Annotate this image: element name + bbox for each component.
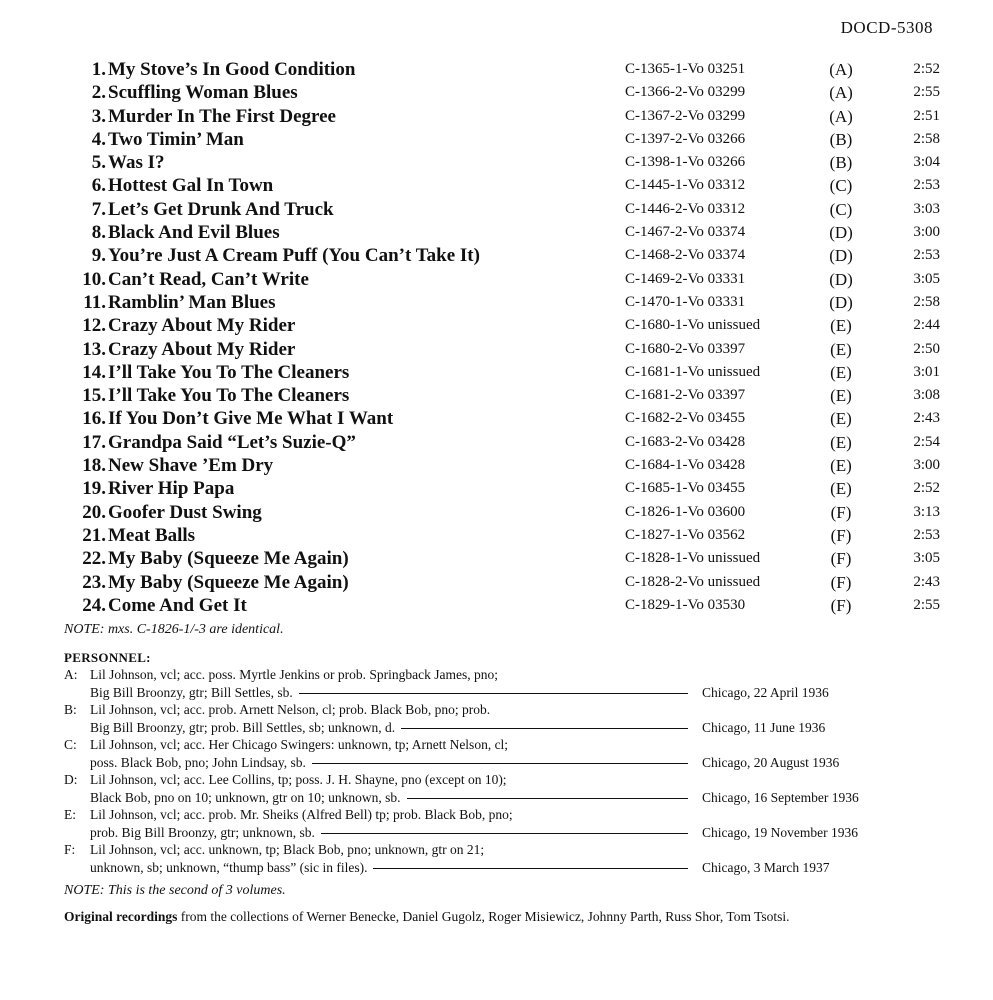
matrix-number: C-1367-2-Vo 03299	[625, 107, 746, 124]
track-title: Two Timin’ Man	[108, 128, 244, 150]
session-letter: (C)	[829, 199, 853, 219]
personnel-heading: PERSONNEL:	[64, 650, 151, 665]
session-letter: (D)	[829, 269, 853, 289]
matrix-number: C-1680-2-Vo 03397	[625, 340, 746, 357]
matrix-number: C-1681-1-Vo unissued	[625, 363, 761, 380]
track-row	[70, 268, 940, 291]
original-recordings-lead: Original recordings	[64, 909, 178, 924]
track-title: Let’s Get Drunk And Truck	[108, 198, 334, 220]
track-row	[70, 221, 940, 244]
session-label: B:	[64, 702, 77, 717]
matrix-number: C-1683-2-Vo 03428	[625, 433, 746, 450]
track-number: 14.	[82, 361, 106, 383]
track-duration: 2:53	[913, 526, 940, 543]
track-number: 18.	[82, 455, 106, 477]
personnel-line: Lil Johnson, vcl; acc. prob. Arnett Nelson, cl; prob. Black Bob, pno; prob.	[90, 702, 491, 717]
session-letter: (E)	[830, 316, 852, 336]
track-number: 7.	[91, 198, 106, 220]
personnel-entry	[64, 806, 944, 841]
track-duration: 3:08	[913, 387, 940, 404]
track-title: My Stove’s In Good Condition	[108, 59, 356, 80]
track-duration: 2:53	[913, 177, 940, 194]
track-duration: 3:00	[913, 224, 940, 241]
track-row	[70, 571, 940, 594]
track-title: Come And Get It	[108, 594, 247, 616]
track-number: 20.	[82, 501, 106, 523]
track-row	[70, 431, 940, 454]
session-label: E:	[64, 807, 76, 822]
track-row	[70, 501, 940, 524]
track-number: 12.	[82, 315, 106, 337]
session-letter: (E)	[830, 362, 852, 382]
session-letter: (A)	[829, 106, 853, 126]
track-row	[70, 198, 940, 221]
personnel-line: Lil Johnson, vcl; acc. prob. Mr. Sheiks (Alfred Bell) tp; prob. Black Bob, pno;	[90, 807, 513, 822]
track-title: You’re Just A Cream Puff (You Can’t Take It)	[108, 245, 480, 267]
track-row	[70, 454, 940, 477]
matrix-number: C-1467-2-Vo 03374	[625, 224, 746, 241]
personnel-line-text: Black Bob, pno on 10; unknown, gtr on 10; unknown, sb.	[90, 789, 401, 805]
track-row	[70, 547, 940, 570]
track-number: 24.	[82, 594, 106, 616]
personnel-entry	[64, 666, 944, 701]
session-label: A:	[64, 667, 78, 682]
matrix-number: C-1829-1-Vo 03530	[625, 596, 746, 613]
matrix-number: C-1397-2-Vo 03266	[625, 130, 746, 147]
track-duration: 2:52	[913, 61, 940, 77]
track-duration: 3:03	[913, 200, 940, 217]
personnel-entry	[64, 771, 944, 806]
leader-rule	[373, 868, 688, 869]
session-letter: (E)	[830, 479, 852, 499]
personnel-line	[64, 719, 944, 737]
track-row	[70, 128, 940, 151]
track-duration: 2:44	[913, 317, 940, 334]
track-title: River Hip Papa	[108, 478, 235, 500]
session-letter: (A)	[829, 60, 853, 79]
track-number: 22.	[82, 548, 106, 570]
track-number: 23.	[82, 571, 106, 593]
track-duration: 2:54	[913, 433, 940, 450]
original-recordings-credit	[64, 908, 934, 926]
session-letter: (D)	[829, 246, 853, 266]
track-title: Meat Balls	[108, 524, 196, 546]
track-row	[70, 338, 940, 361]
session-letter: (F)	[830, 595, 852, 615]
session-letter: (B)	[829, 153, 853, 173]
track-title: Was I?	[108, 152, 165, 174]
track-number: 17.	[82, 431, 106, 453]
session-label: F:	[64, 842, 76, 857]
personnel-line	[64, 789, 944, 807]
track-number: 5.	[91, 152, 106, 174]
track-title: Crazy About My Rider	[108, 338, 296, 360]
track-row	[70, 105, 940, 128]
track-duration: 2:43	[913, 573, 940, 590]
personnel-line-text: unknown, sb; unknown, “thump bass” (sic in files).	[90, 859, 368, 875]
track-duration: 2:53	[913, 247, 940, 264]
personnel-line: Lil Johnson, vcl; acc. Her Chicago Swingers: unknown, tp; Arnett Nelson, cl;	[90, 737, 509, 752]
matrix-number: C-1446-2-Vo 03312	[625, 200, 746, 217]
matrix-number: C-1684-1-Vo 03428	[625, 457, 746, 474]
matrix-number: C-1681-2-Vo 03397	[625, 387, 746, 404]
track-number: 16.	[82, 408, 106, 430]
track-row	[70, 81, 940, 104]
track-duration: 3:01	[913, 363, 940, 380]
track-title: Black And Evil Blues	[108, 222, 280, 244]
track-row	[70, 477, 940, 500]
track-title: If You Don’t Give Me What I Want	[108, 408, 394, 430]
track-title: Goofer Dust Swing	[108, 501, 262, 523]
track-title: Scuffling Woman Blues	[108, 82, 298, 104]
matrix-number: C-1366-2-Vo 03299	[625, 84, 746, 101]
track-row	[70, 314, 940, 337]
matrix-number: C-1680-1-Vo unissued	[625, 317, 761, 334]
matrix-number: C-1470-1-Vo 03331	[625, 293, 746, 310]
leader-rule	[312, 763, 688, 764]
recording-place-date: Chicago, 19 November 1936	[702, 824, 858, 840]
recording-place-date: Chicago, 20 August 1936	[702, 754, 840, 770]
personnel-line	[64, 684, 944, 702]
personnel-line: Lil Johnson, vcl; acc. poss. Myrtle Jenkins or prob. Springback James, pno;	[90, 667, 498, 682]
track-number: 13.	[82, 338, 106, 360]
track-title: Can’t Read, Can’t Write	[108, 268, 309, 290]
personnel-line-text: Big Bill Broonzy, gtr; prob. Bill Settles, sb; unknown, d.	[90, 719, 396, 735]
personnel-line-text: poss. Black Bob, pno; John Lindsay, sb.	[90, 754, 306, 770]
personnel-line-text: Big Bill Broonzy, gtr; Bill Settles, sb.	[90, 684, 293, 700]
session-letter: (B)	[829, 129, 853, 149]
personnel-line	[64, 754, 944, 772]
matrix-number: C-1468-2-Vo 03374	[625, 247, 746, 264]
track-row	[70, 174, 940, 197]
recording-place-date: Chicago, 16 September 1936	[702, 789, 859, 805]
leader-rule	[321, 833, 688, 834]
track-title: I’ll Take You To The Cleaners	[108, 385, 350, 407]
track-row	[70, 384, 940, 407]
track-number: 6.	[91, 175, 106, 197]
session-letter: (E)	[830, 339, 852, 359]
matrix-number: C-1828-2-Vo unissued	[625, 573, 761, 590]
track-row	[70, 594, 940, 617]
track-duration: 2:51	[913, 107, 940, 124]
leader-rule	[299, 693, 688, 694]
track-duration: 3:04	[913, 154, 940, 171]
track-duration: 3:13	[913, 503, 940, 520]
track-number: 15.	[82, 385, 106, 407]
personnel-line-text: prob. Big Bill Broonzy, gtr; unknown, sb.	[90, 824, 315, 840]
track-duration: 2:55	[913, 84, 940, 101]
track-duration: 2:58	[913, 130, 940, 147]
track-row	[70, 291, 940, 314]
track-duration: 2:58	[913, 293, 940, 310]
session-label: D:	[64, 772, 78, 787]
original-recordings-collections: from the collections of Werner Benecke, Daniel Gugolz, Roger Misiewicz, Johnny Parth, Russ Shor, Tom Tsotsi.	[177, 909, 790, 924]
track-title: My Baby (Squeeze Me Again)	[108, 571, 349, 593]
track-duration: 2:43	[913, 410, 940, 427]
track-row	[70, 244, 940, 267]
track-title: I’ll Take You To The Cleaners	[108, 361, 350, 383]
session-letter: (D)	[829, 292, 853, 312]
track-title: Hottest Gal In Town	[108, 175, 274, 197]
recording-place-date: Chicago, 3 March 1937	[702, 859, 830, 875]
leader-rule	[401, 728, 688, 729]
track-duration: 2:50	[913, 340, 940, 357]
personnel-entry	[64, 701, 944, 736]
matrix-number: C-1469-2-Vo 03331	[625, 270, 746, 287]
session-letter: (E)	[830, 409, 852, 429]
session-letter: (E)	[830, 432, 852, 452]
personnel-line	[64, 824, 944, 842]
recording-place-date: Chicago, 11 June 1936	[702, 719, 826, 735]
personnel-line: Lil Johnson, vcl; acc. unknown, tp; Black Bob, pno; unknown, gtr on 21;	[90, 842, 485, 857]
track-number: 19.	[82, 478, 106, 500]
track-title: My Baby (Squeeze Me Again)	[108, 548, 349, 570]
track-number: 4.	[91, 128, 106, 150]
matrix-number: C-1685-1-Vo 03455	[625, 480, 746, 497]
track-row	[70, 361, 940, 384]
track-number: 10.	[82, 268, 106, 290]
volume-note: NOTE: This is the second of 3 volumes.	[64, 883, 286, 898]
session-label: C:	[64, 737, 77, 752]
session-letter: (A)	[829, 83, 853, 103]
session-letter: (F)	[830, 572, 852, 592]
track-row	[70, 407, 940, 430]
session-letter: (F)	[830, 549, 852, 569]
personnel-entry	[64, 841, 944, 876]
personnel-entry	[64, 736, 944, 771]
track-title: Crazy About My Rider	[108, 315, 296, 337]
matrix-number: C-1682-2-Vo 03455	[625, 410, 746, 427]
personnel-list	[64, 666, 944, 876]
track-duration: 3:05	[913, 270, 940, 287]
track-row	[70, 58, 940, 81]
matrix-number: C-1445-1-Vo 03312	[625, 177, 746, 194]
track-duration: 3:00	[913, 457, 940, 474]
session-letter: (E)	[830, 386, 852, 406]
track-title: New Shave ’Em Dry	[108, 455, 274, 477]
track-number: 2.	[91, 82, 106, 104]
track-row	[70, 151, 940, 174]
track-duration: 2:52	[913, 480, 940, 497]
matrix-number: C-1398-1-Vo 03266	[625, 154, 746, 171]
track-row	[70, 524, 940, 547]
matrix-number: C-1827-1-Vo 03562	[625, 526, 746, 543]
session-letter: (C)	[829, 176, 853, 196]
track-number: 8.	[91, 222, 106, 244]
session-letter: (F)	[830, 525, 852, 545]
personnel-line: Lil Johnson, vcl; acc. Lee Collins, tp; poss. J. H. Shayne, pno (except on 10);	[90, 772, 507, 787]
recording-place-date: Chicago, 22 April 1936	[702, 684, 829, 700]
track-number: 9.	[91, 245, 106, 267]
track-number: 3.	[91, 105, 106, 127]
track-duration: 2:55	[913, 596, 940, 613]
track-number: 11.	[83, 291, 106, 313]
catalog-number: DOCD-5308	[840, 18, 933, 37]
track-duration: 3:05	[913, 550, 940, 567]
track-list	[70, 58, 940, 617]
matrix-number: C-1365-1-Vo 03251	[625, 61, 746, 77]
track-title: Ramblin’ Man Blues	[108, 291, 276, 313]
matrix-number: C-1826-1-Vo 03600	[625, 503, 746, 520]
identical-matrix-note: NOTE: mxs. C-1826-1/-3 are identical.	[64, 622, 284, 637]
leader-rule	[407, 798, 688, 799]
track-title: Grandpa Said “Let’s Suzie-Q”	[108, 431, 356, 453]
session-letter: (D)	[829, 223, 853, 243]
session-letter: (F)	[830, 502, 852, 522]
session-letter: (E)	[830, 456, 852, 476]
track-title: Murder In The First Degree	[108, 105, 336, 127]
matrix-number: C-1828-1-Vo unissued	[625, 550, 761, 567]
track-number: 1.	[91, 59, 106, 80]
personnel-line	[64, 859, 944, 877]
track-number: 21.	[82, 524, 106, 546]
